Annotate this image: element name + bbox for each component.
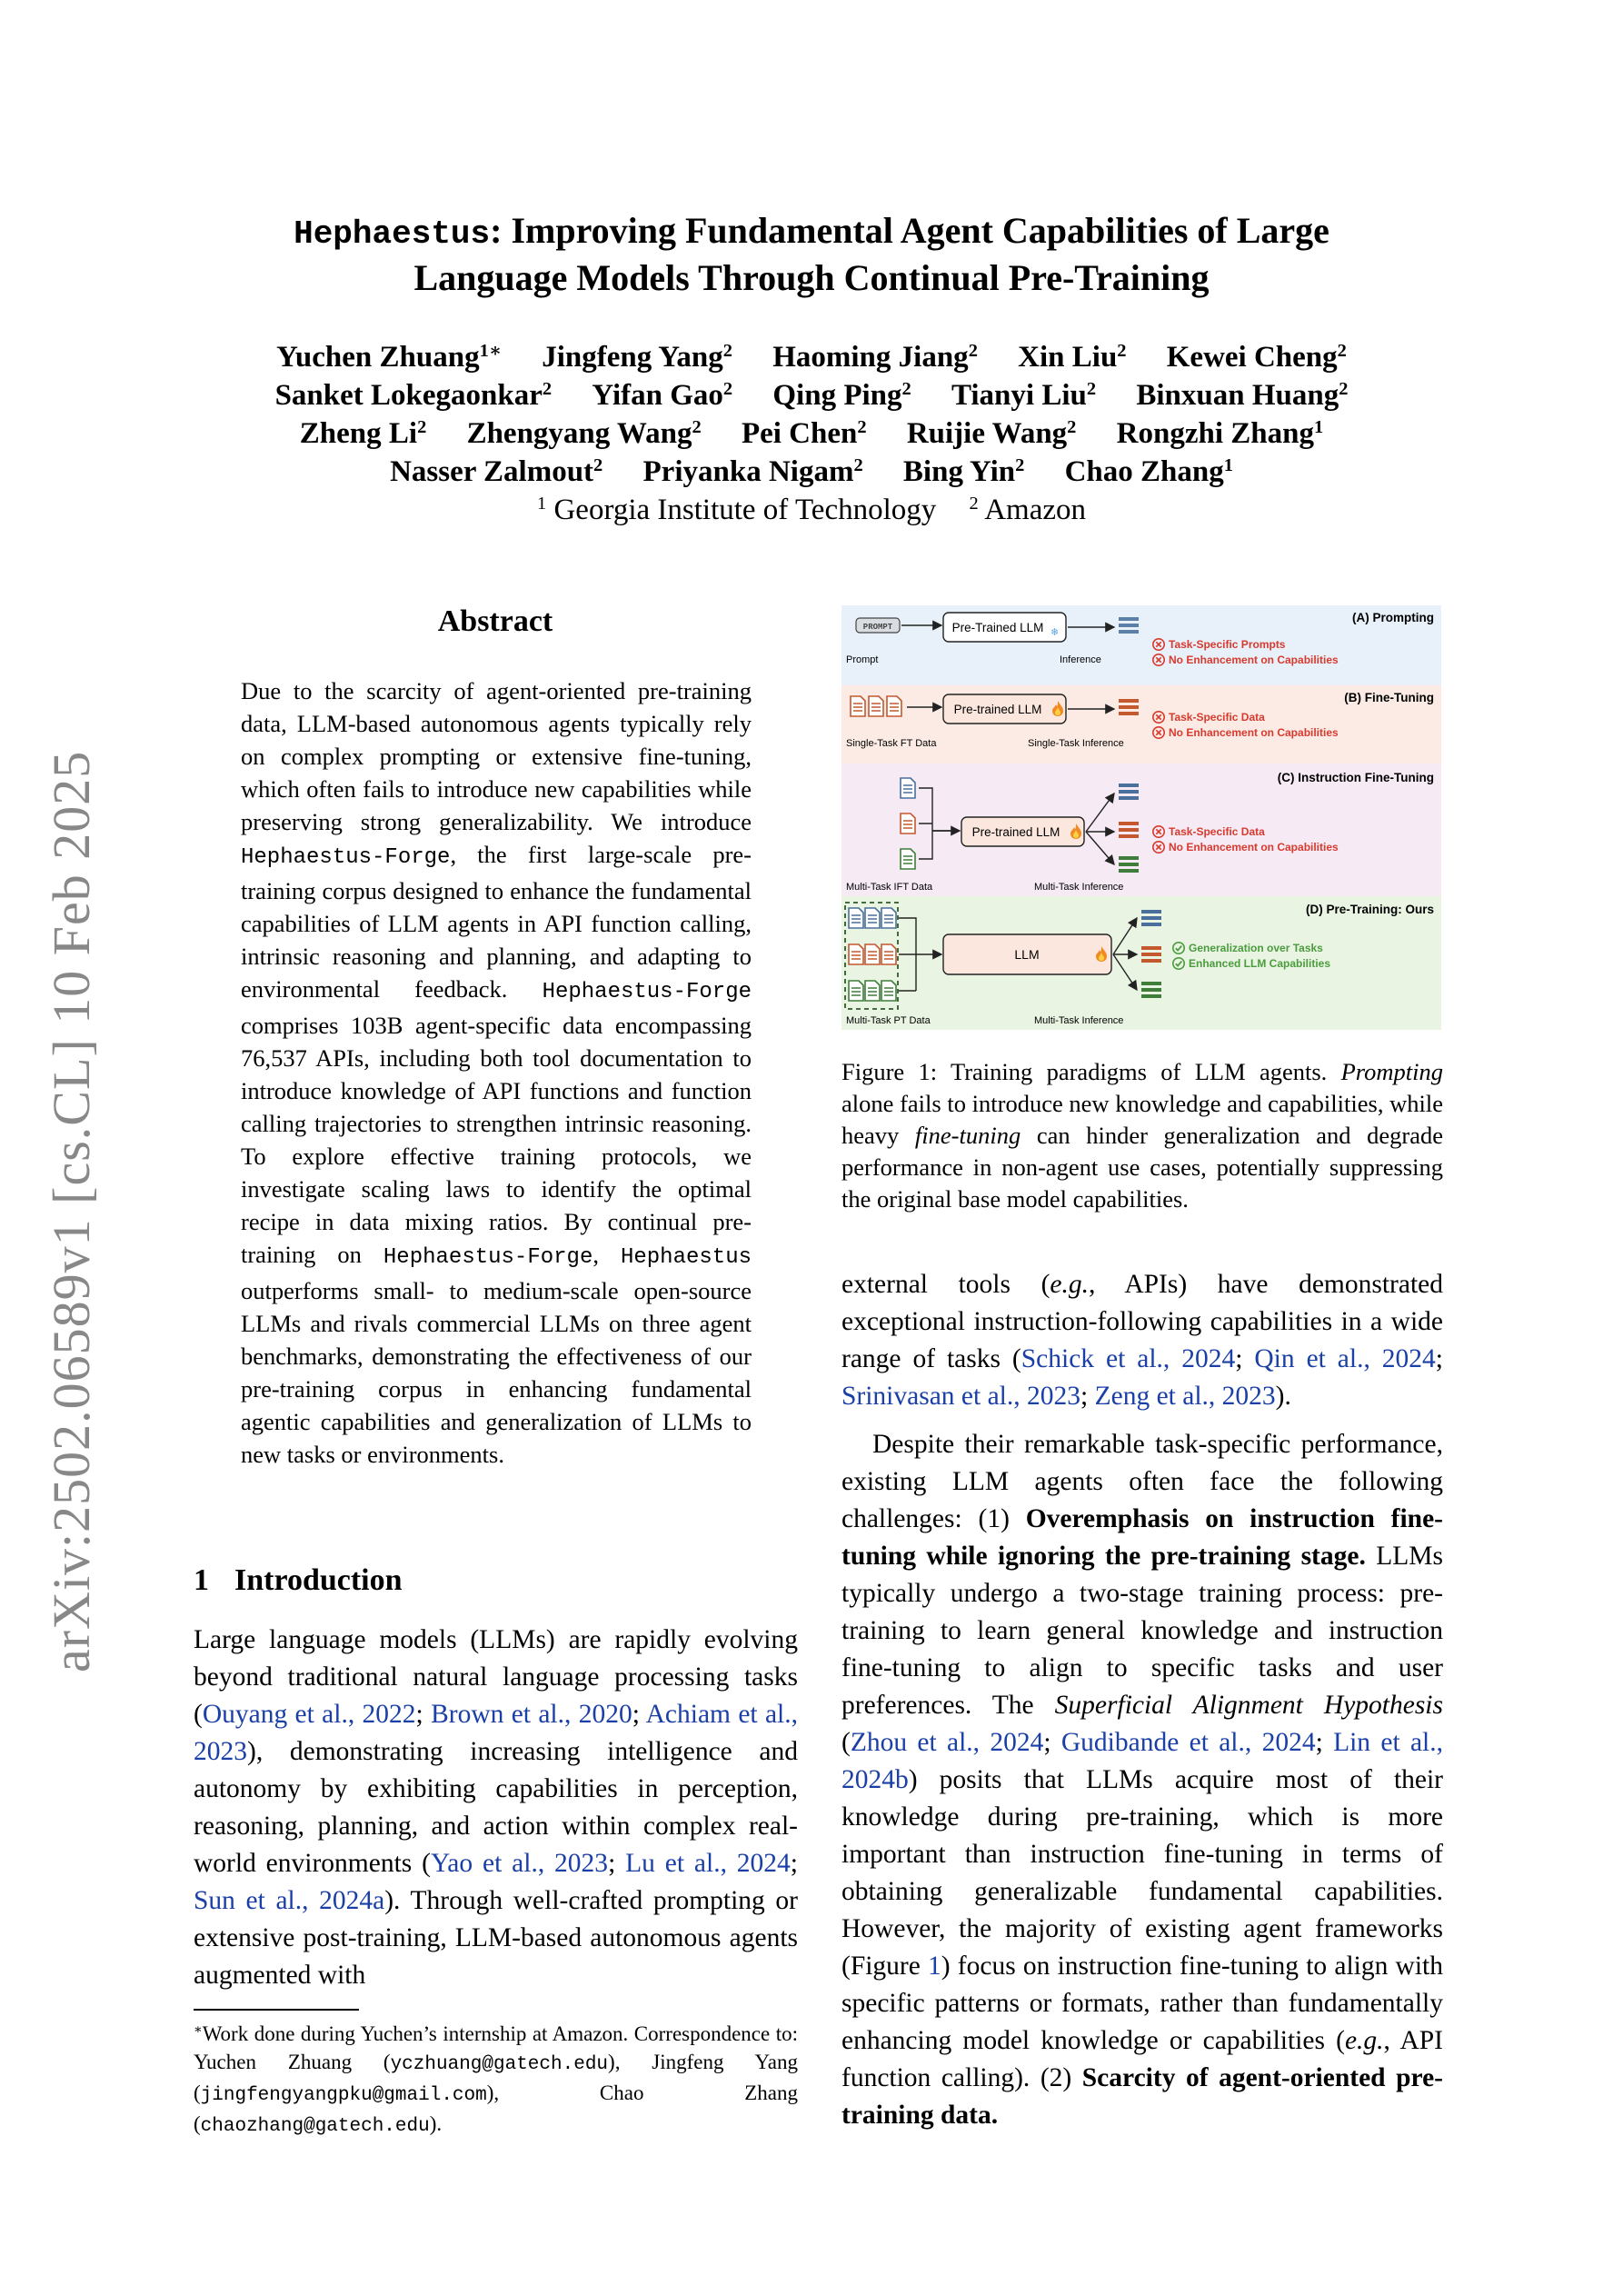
affiliation: $^2$ Amazon bbox=[969, 493, 1086, 526]
paragraph: external tools (e.g., APIs) have demonstrated exceptional instruction-following capabilities in a wide range of tasks (Schick et al., 2024; Qin et al., 2024; Srinivasan et al., 2023; Zeng et al., 2023). bbox=[841, 1270, 1443, 1411]
figure-caption: Figure 1: Training paradigms of LLM agents. Prompting alone fails to introduce new knowledge and capabilities, while heavy fine-tuning can hinder generalization and degrade performance in non-agent use cases, potentially suppressing the original base model capabilities. bbox=[841, 1058, 1443, 1213]
panel-bullet: No Enhancement on Capabilities bbox=[1169, 841, 1339, 854]
citation-link[interactable]: Zeng et al., 2023 bbox=[1094, 1382, 1276, 1411]
intro-text: Large language models (LLMs) are rapidly evolving beyond traditional natural language processing tasks (Ouyang et al., 2022; Brown et al., 2020; Achiam et al., 2023), demonstrating increasing intelligence and autonomy by exhibiting capabilities in perception, reasoning, planning, and action within complex real-world environments (Yao et al., 2023; Lu et al., 2024; Sun et al., 2024a). Through well-crafted prompting or extensive post-training, LLM-based autonomous agents augmented with bbox=[194, 1625, 798, 1990]
citation-link[interactable]: Lu et al., 2024 bbox=[625, 1849, 791, 1878]
training-paradigms-figure bbox=[841, 605, 1441, 1030]
panel-bullet: Enhanced LLM Capabilities bbox=[1189, 957, 1331, 970]
author: Bing Yin$^2$ bbox=[902, 454, 1025, 488]
panel-left-label: Prompt bbox=[846, 654, 879, 665]
snowflake-icon: ❄ bbox=[1050, 627, 1060, 638]
panel-right-label: Multi-Task Inference bbox=[1034, 1015, 1124, 1026]
panel-bullet: Task-Specific Prompts bbox=[1169, 638, 1286, 651]
paragraph: Despite their remarkable task-specific performance, existing LLM agents often face the following challenges: (1) Overemphasis on instruction fine-tuning while ignoring the pre-training stage. LLMs typically undergo a two-stage training process: pre-training to learn general knowledge and instruction fine-tuning to align to specific tasks and user preferences. The Superficial Alignment Hypothesis (Zhou et al., 2024; Gudibande et al., 2024; Lin et al., 2024b) posits that LLMs acquire most of their knowledge during pre-training, which is more important than instruction fine-tuning in terms of obtaining generalizable fundamental capabilities. However, the majority of existing agent frameworks (Figure 1) focus on instruction fine-tuning to align with specific patterns or formats, rather than fundamentally enhancing model knowledge or capabilities (e.g., API function calling). (2) Scarcity of agent-oriented pre-training data. bbox=[841, 1430, 1444, 2130]
author-row bbox=[136, 338, 1487, 376]
author: Ruijie Wang$^2$ bbox=[906, 416, 1077, 450]
panel-right-label: Single-Task Inference bbox=[1028, 738, 1124, 749]
author: Nasser Zalmout$^2$ bbox=[390, 454, 603, 488]
llm-box-label: LLM bbox=[1014, 947, 1040, 962]
llm-box-label: Pre-trained LLM bbox=[953, 703, 1042, 716]
abstract-text: Due to the scarcity of agent-oriented pre-training data, LLM-based autonomous agents typically rely on complex prompting or extensive fine-tuning, which often fails to introduce new capabilities while preserving strong generalizability. We introduce Hephaestus-Forge, the first large-scale pre-training corpus designed to enhance the fundamental capabilities of LLM agents in API function calling, intrinsic reasoning and planning, and adapting to environmental feedback. Hephaestus-Forge comprises 103B agent-specific data encompassing 76,537 APIs, including both tool documentation to introduce knowledge of API functions and function calling trajectories to strengthen intrinsic reasoning. To explore effective training protocols, we investigate scaling laws to identify the optimal recipe in data mixing ratios. By continual pre-training on Hephaestus-Forge, Hephaestus outperforms small- to medium-scale open-source LLMs and rivals commercial LLMs on three agent benchmarks, demonstrating the effectiveness of our pre-training corpus in enhancing fundamental agentic capabilities and generalization of LLMs to new tasks or environments. bbox=[241, 677, 752, 1468]
citation-link[interactable]: Qin et al., 2024 bbox=[1254, 1344, 1436, 1373]
author: Rongzhi Zhang$^1$ bbox=[1116, 416, 1324, 450]
affiliations bbox=[136, 491, 1487, 529]
citation-link[interactable]: Lin et al., 2024b bbox=[841, 1728, 1444, 1794]
panel-bullet: Generalization over Tasks bbox=[1189, 942, 1323, 954]
citation-link[interactable]: Yao et al., 2023 bbox=[430, 1849, 609, 1878]
panel-left-label: Multi-Task IFT Data bbox=[846, 882, 933, 893]
panel-title: (B) Fine-Tuning bbox=[1344, 691, 1434, 704]
panel-instruction-fine-tuning bbox=[841, 764, 1441, 896]
author: Zheng Li$^2$ bbox=[299, 416, 427, 450]
llm-box-label: Pre-trained LLM bbox=[971, 825, 1060, 839]
title-line-2: Language Models Through Continual Pre-Training bbox=[413, 257, 1210, 298]
author: Sanket Lokegaonkar$^2$ bbox=[274, 378, 553, 412]
author-row bbox=[136, 414, 1487, 453]
author-row bbox=[136, 453, 1487, 491]
author: Kewei Cheng$^2$ bbox=[1166, 340, 1347, 374]
llm-box-label: Pre-Trained LLM bbox=[951, 621, 1044, 634]
panel-right-label: Inference bbox=[1060, 654, 1101, 665]
panel-title: (A) Prompting bbox=[1352, 611, 1434, 624]
author: Priyanka Nigam$^2$ bbox=[642, 454, 863, 488]
author: Jingfeng Yang$^2$ bbox=[542, 340, 732, 374]
prompt-tag: PROMPT bbox=[862, 623, 893, 632]
author: Xin Liu$^2$ bbox=[1018, 340, 1127, 374]
model-name: Hephaestus bbox=[294, 215, 491, 253]
author: Binxuan Huang$^2$ bbox=[1136, 378, 1349, 412]
right-column-text bbox=[841, 1266, 1443, 2134]
panel-right-label: Multi-Task Inference bbox=[1034, 882, 1124, 893]
author: Pei Chen$^2$ bbox=[741, 416, 867, 450]
panel-bullet: Task-Specific Data bbox=[1169, 711, 1265, 724]
panel-bullet: No Enhancement on Capabilities bbox=[1169, 654, 1339, 666]
figure-ref-link[interactable]: 1 bbox=[928, 1952, 941, 1981]
author-block bbox=[136, 338, 1487, 529]
author: Tianyi Liu$^2$ bbox=[951, 378, 1097, 412]
citation-link[interactable]: Brown et al., 2020 bbox=[431, 1700, 632, 1729]
affiliation: $^1$ Georgia Institute of Technology bbox=[537, 493, 937, 526]
citation-link[interactable]: Srinivasan et al., 2023 bbox=[841, 1382, 1080, 1411]
footnote: ∗Work done during Yuchen’s internship at Amazon. Correspondence to: Yuchen Zhuang (yczhuang@gatech.edu), Jingfeng Yang (jingfengyangpku@gmail.com), Chao Zhang (chaozhang@gatech.edu). bbox=[194, 2022, 798, 2137]
title-line-1: : Improving Fundamental Agent Capabilities of Large bbox=[490, 210, 1329, 251]
author: Yifan Gao$^2$ bbox=[592, 378, 733, 412]
citation-link[interactable]: Gudibande et al., 2024 bbox=[1060, 1728, 1316, 1757]
arxiv-stamp: arXiv:2502.06589v1 [cs.CL] 10 Feb 2025 bbox=[42, 750, 101, 1672]
panel-fine-tuning bbox=[841, 685, 1441, 764]
panel-prompting bbox=[841, 605, 1441, 685]
author: Yuchen Zhuang$^{1∗}$ bbox=[276, 340, 502, 374]
panel-title: (C) Instruction Fine-Tuning bbox=[1277, 771, 1434, 784]
panel-pre-training-ours bbox=[841, 896, 1441, 1030]
panel-bullet: No Enhancement on Capabilities bbox=[1169, 726, 1339, 739]
abstract-heading: Abstract bbox=[437, 604, 553, 638]
footnote-rule bbox=[194, 2009, 359, 2011]
citation-link[interactable]: Schick et al., 2024 bbox=[1021, 1344, 1236, 1373]
citation-link[interactable]: Ouyang et al., 2022 bbox=[202, 1700, 416, 1729]
paper-title bbox=[136, 209, 1487, 300]
author: Qing Ping$^2$ bbox=[772, 378, 911, 412]
citation-link[interactable]: Achiam et al., 2023 bbox=[194, 1700, 798, 1766]
author: Zhengyang Wang$^2$ bbox=[466, 416, 702, 450]
citation-link[interactable]: Sun et al., 2024a bbox=[194, 1886, 385, 1915]
citation-link[interactable]: Zhou et al., 2024 bbox=[850, 1728, 1044, 1757]
panel-left-label: Single-Task FT Data bbox=[846, 738, 937, 749]
author: Haoming Jiang$^2$ bbox=[772, 340, 978, 374]
author-row bbox=[136, 376, 1487, 414]
section-heading: 1 Introduction bbox=[194, 1563, 403, 1597]
author: Chao Zhang$^1$ bbox=[1064, 454, 1233, 488]
panel-bullet: Task-Specific Data bbox=[1169, 825, 1265, 838]
panel-title: (D) Pre-Training: Ours bbox=[1305, 903, 1434, 916]
panel-left-label: Multi-Task PT Data bbox=[846, 1015, 931, 1026]
